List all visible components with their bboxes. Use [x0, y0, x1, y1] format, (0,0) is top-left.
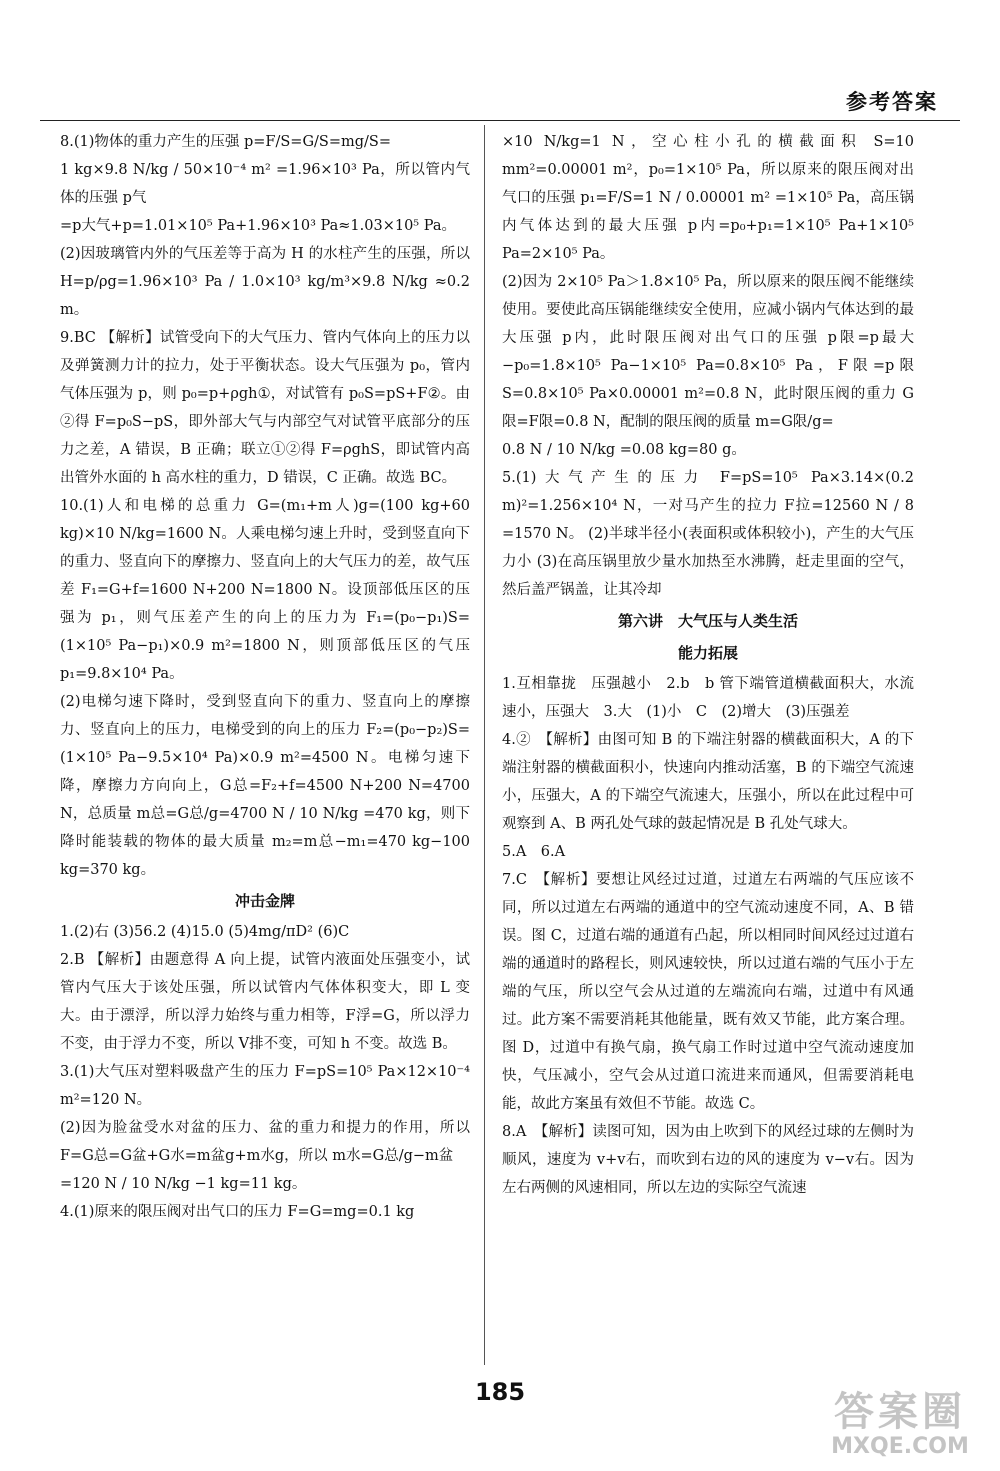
header-rule	[40, 120, 960, 121]
section-title-gold: 冲击金牌	[234, 892, 295, 910]
ability-answer-1-3: 1.互相靠拢 压强越小 2.b b 管下端管道横截面积大，水流速小，压强大 3.大 (1)小 C (2)增大 (3)压强差	[502, 676, 914, 720]
page-number: 185	[474, 1378, 526, 1406]
right-column	[502, 128, 914, 1202]
gold-answer-4-start: 4.(1)原来的限压阀对出气口的压力 F=G=mg=0.1 kg	[60, 1204, 415, 1220]
watermark-text: 答案圈	[834, 1389, 966, 1435]
watermark	[822, 1389, 978, 1459]
gold-answer-3-part2-result: =120 N / 10 N/kg −1 kg=11 kg。	[60, 1176, 307, 1192]
left-column	[60, 128, 470, 1226]
gold-answer-2: 2.B 【解析】由题意得 A 向上提，试管内液面处压强变小，试管内气压大于该处压强，所以试管内气体体积变大，即 L 变大。由于漂浮，所以浮力始终与重力相等，F浮=G，所以浮力不变，由于浮力不变，所以 V排不变，可知 h 不变。故选 B。	[60, 952, 470, 1052]
section-title-lecture: 第六讲 大气压与人类生活	[617, 612, 798, 630]
page-header-title: 参考答案	[846, 90, 938, 114]
watermark-url: MXQE.COM	[831, 1434, 969, 1459]
ability-answer-5-6: 5.A 6.A	[502, 844, 566, 860]
gold-answer-4-part2: (2)因为 2×10⁵ Pa＞1.8×10⁵ Pa，所以原来的限压阀不能继续使用。要使此高压锅能继续安全使用，应减小锅内气体达到的最大压强 p内，此时限压阀对出气口的压强 p限=p最大−p₀=1.8×10⁵ Pa−1×10⁵ Pa=0.8×10⁵ Pa，F限=p限S=0.8×10⁵ Pa×0.00001 m²=0.8 N，此时限压阀的重力 G限=F限=0.8 N，配制的限压阀的质量 m=G限/g=	[502, 274, 914, 430]
gold-answer-1: 1.(2)右 (3)56.2 (4)15.0 (5)4mg/πD² (6)C	[60, 924, 350, 940]
gold-answer-4-part1: ×10 N/kg=1 N，空心柱小孔的横截面积 S=10 mm²=0.00001 m²，p₀=1×10⁵ Pa，所以原来的限压阀对出气口的压强 p₁=F/S=1 N / 0.00001 m² =1×10⁵ Pa，高压锅内气体达到的最大压强 p内=p₀+p₁=1×10⁵ Pa+1×10⁵ Pa=2×10⁵ Pa。	[502, 134, 914, 262]
gold-answer-4-result: 0.8 N / 10 N/kg =0.08 kg=80 g。	[502, 442, 746, 458]
section-title-ability: 能力拓展	[677, 644, 738, 662]
answer-8-part1-line3: =p大气+p=1.01×10⁵ Pa+1.96×10³ Pa≈1.03×10⁵ Pa。	[60, 218, 456, 234]
answer-8-part2: (2)因玻璃管内外的气压差等于高为 H 的水柱产生的压强，所以 H=p/ρg=1.96×10³ Pa / 1.0×10³ kg/m³×9.8 N/kg ≈0.2 m。	[60, 246, 470, 318]
ability-answer-7: 7.C 【解析】要想让风经过过道，过道左右两端的气压应该不同，所以过道左右两端的通道中的空气流动速度不同，A、B 错误。图 C，过道右端的通道有凸起，所以相同时间风经过过道右端的通道时的路程长，则风速较快，所以过道右端的气压小于左端的气压，所以空气会从过道的左端流向右端，过道中有风通过。此方案不需要消耗其他能量，既有效又节能，此方案合理。图 D，过道中有换气扇，换气扇工作时过道中空气流动速度加快，气压减小，空气会从过道口流进来而通风，但需要消耗电能，故此方案虽有效但不节能。故选 C。	[502, 872, 914, 1112]
ability-answer-8: 8.A 【解析】读图可知，因为由上吹到下的风经过球的左侧时为顺风，速度为 v+v右，而吹到右边的风的速度为 v−v右。因为左右两侧的风速相同，所以左边的实际空气流速	[502, 1124, 914, 1196]
ability-answer-4: 4.② 【解析】由图可知 B 的下端注射器的横截面积大，A 的下端注射器的横截面积小，快速向内推动活塞，B 的下端空气流速小，压强大，A 的下端空气流速大，压强小，所以在此过程中可观察到 A、B 两孔处气球的鼓起情况是 B 孔处气球大。	[502, 732, 914, 832]
answer-10-part2: (2)电梯匀速下降时，受到竖直向下的重力、竖直向上的摩擦力、竖直向上的压力，电梯受到的向上的压力 F₂=(p₀−p₂)S=(1×10⁵ Pa−9.5×10⁴ Pa)×0.9 m²=4500 N。电梯匀速下降，摩擦力方向向上，G总=F₂+f=4500 N+200 N=4700 N，总质量 m总=G总/g=4700 N / 10 N/kg =470 kg，则下降时能装载的物体的最大质量 m₂=m总−m₁=470 kg−100 kg=370 kg。	[60, 694, 470, 878]
answer-8-part1-line2: 1 kg×9.8 N/kg / 50×10⁻⁴ m² =1.96×10³ Pa，所以管内气体的压强 p气	[60, 162, 470, 206]
answer-10-part1: 10.(1)人和电梯的总重力 G=(m₁+m人)g=(100 kg+60 kg)×10 N/kg=1600 N。人乘电梯匀速上升时，受到竖直向下的重力、竖直向下的摩擦力、竖直向上的大气压力的差，故气压差 F₁=G+f=1600 N+200 N=1800 N。设顶部低压区的压强为 p₁，则气压差产生的向上的压力为 F₁=(p₀−p₁)S=(1×10⁵ Pa−p₁)×0.9 m²=1800 N，则顶部低压区的气压 p₁=9.8×10⁴ Pa。	[60, 498, 470, 682]
column-divider	[484, 125, 485, 1365]
gold-answer-5: 5.(1)大气产生的压力 F=pS=10⁵ Pa×3.14×(0.2 m)²=1.256×10⁴ N，一对马产生的拉力 F拉=12560 N / 8 =1570 N。 (2)半球半径小(表面积或体积较小)，产生的大气压力小 (3)在高压锅里放少量水加热至水沸腾，赶走里面的空气，然后盖严锅盖，让其冷却	[502, 470, 914, 598]
answer-9: 9.BC 【解析】试管受向下的大气压力、管内气体向上的压力以及弹簧测力计的拉力，处于平衡状态。设大气压强为 p₀，管内气体压强为 p，则 p₀=p+ρgh①，对试管有 p₀S=pS+F②。由②得 F=p₀S−pS，即外部大气与内部空气对试管平底部分的压力之差，A 错误，B 正确；联立①②得 F=ρghS，即试管内高出管外水面的 h 高水柱的重力，D 错误，C 正确。故选 BC。	[60, 330, 470, 486]
gold-answer-3-part2: (2)因为脸盆受水对盆的压力、盆的重力和提力的作用，所以 F=G总=G盆+G水=m盆g+m水g，所以 m水=G总/g−m盆	[60, 1120, 470, 1164]
gold-answer-3-part1: 3.(1)大气压对塑料吸盘产生的压力 F=pS=10⁵ Pa×12×10⁻⁴ m²=120 N。	[60, 1064, 470, 1108]
answer-8-part1-line1: 8.(1)物体的重力产生的压强 p=F/S=G/S=mg/S=	[60, 134, 391, 150]
